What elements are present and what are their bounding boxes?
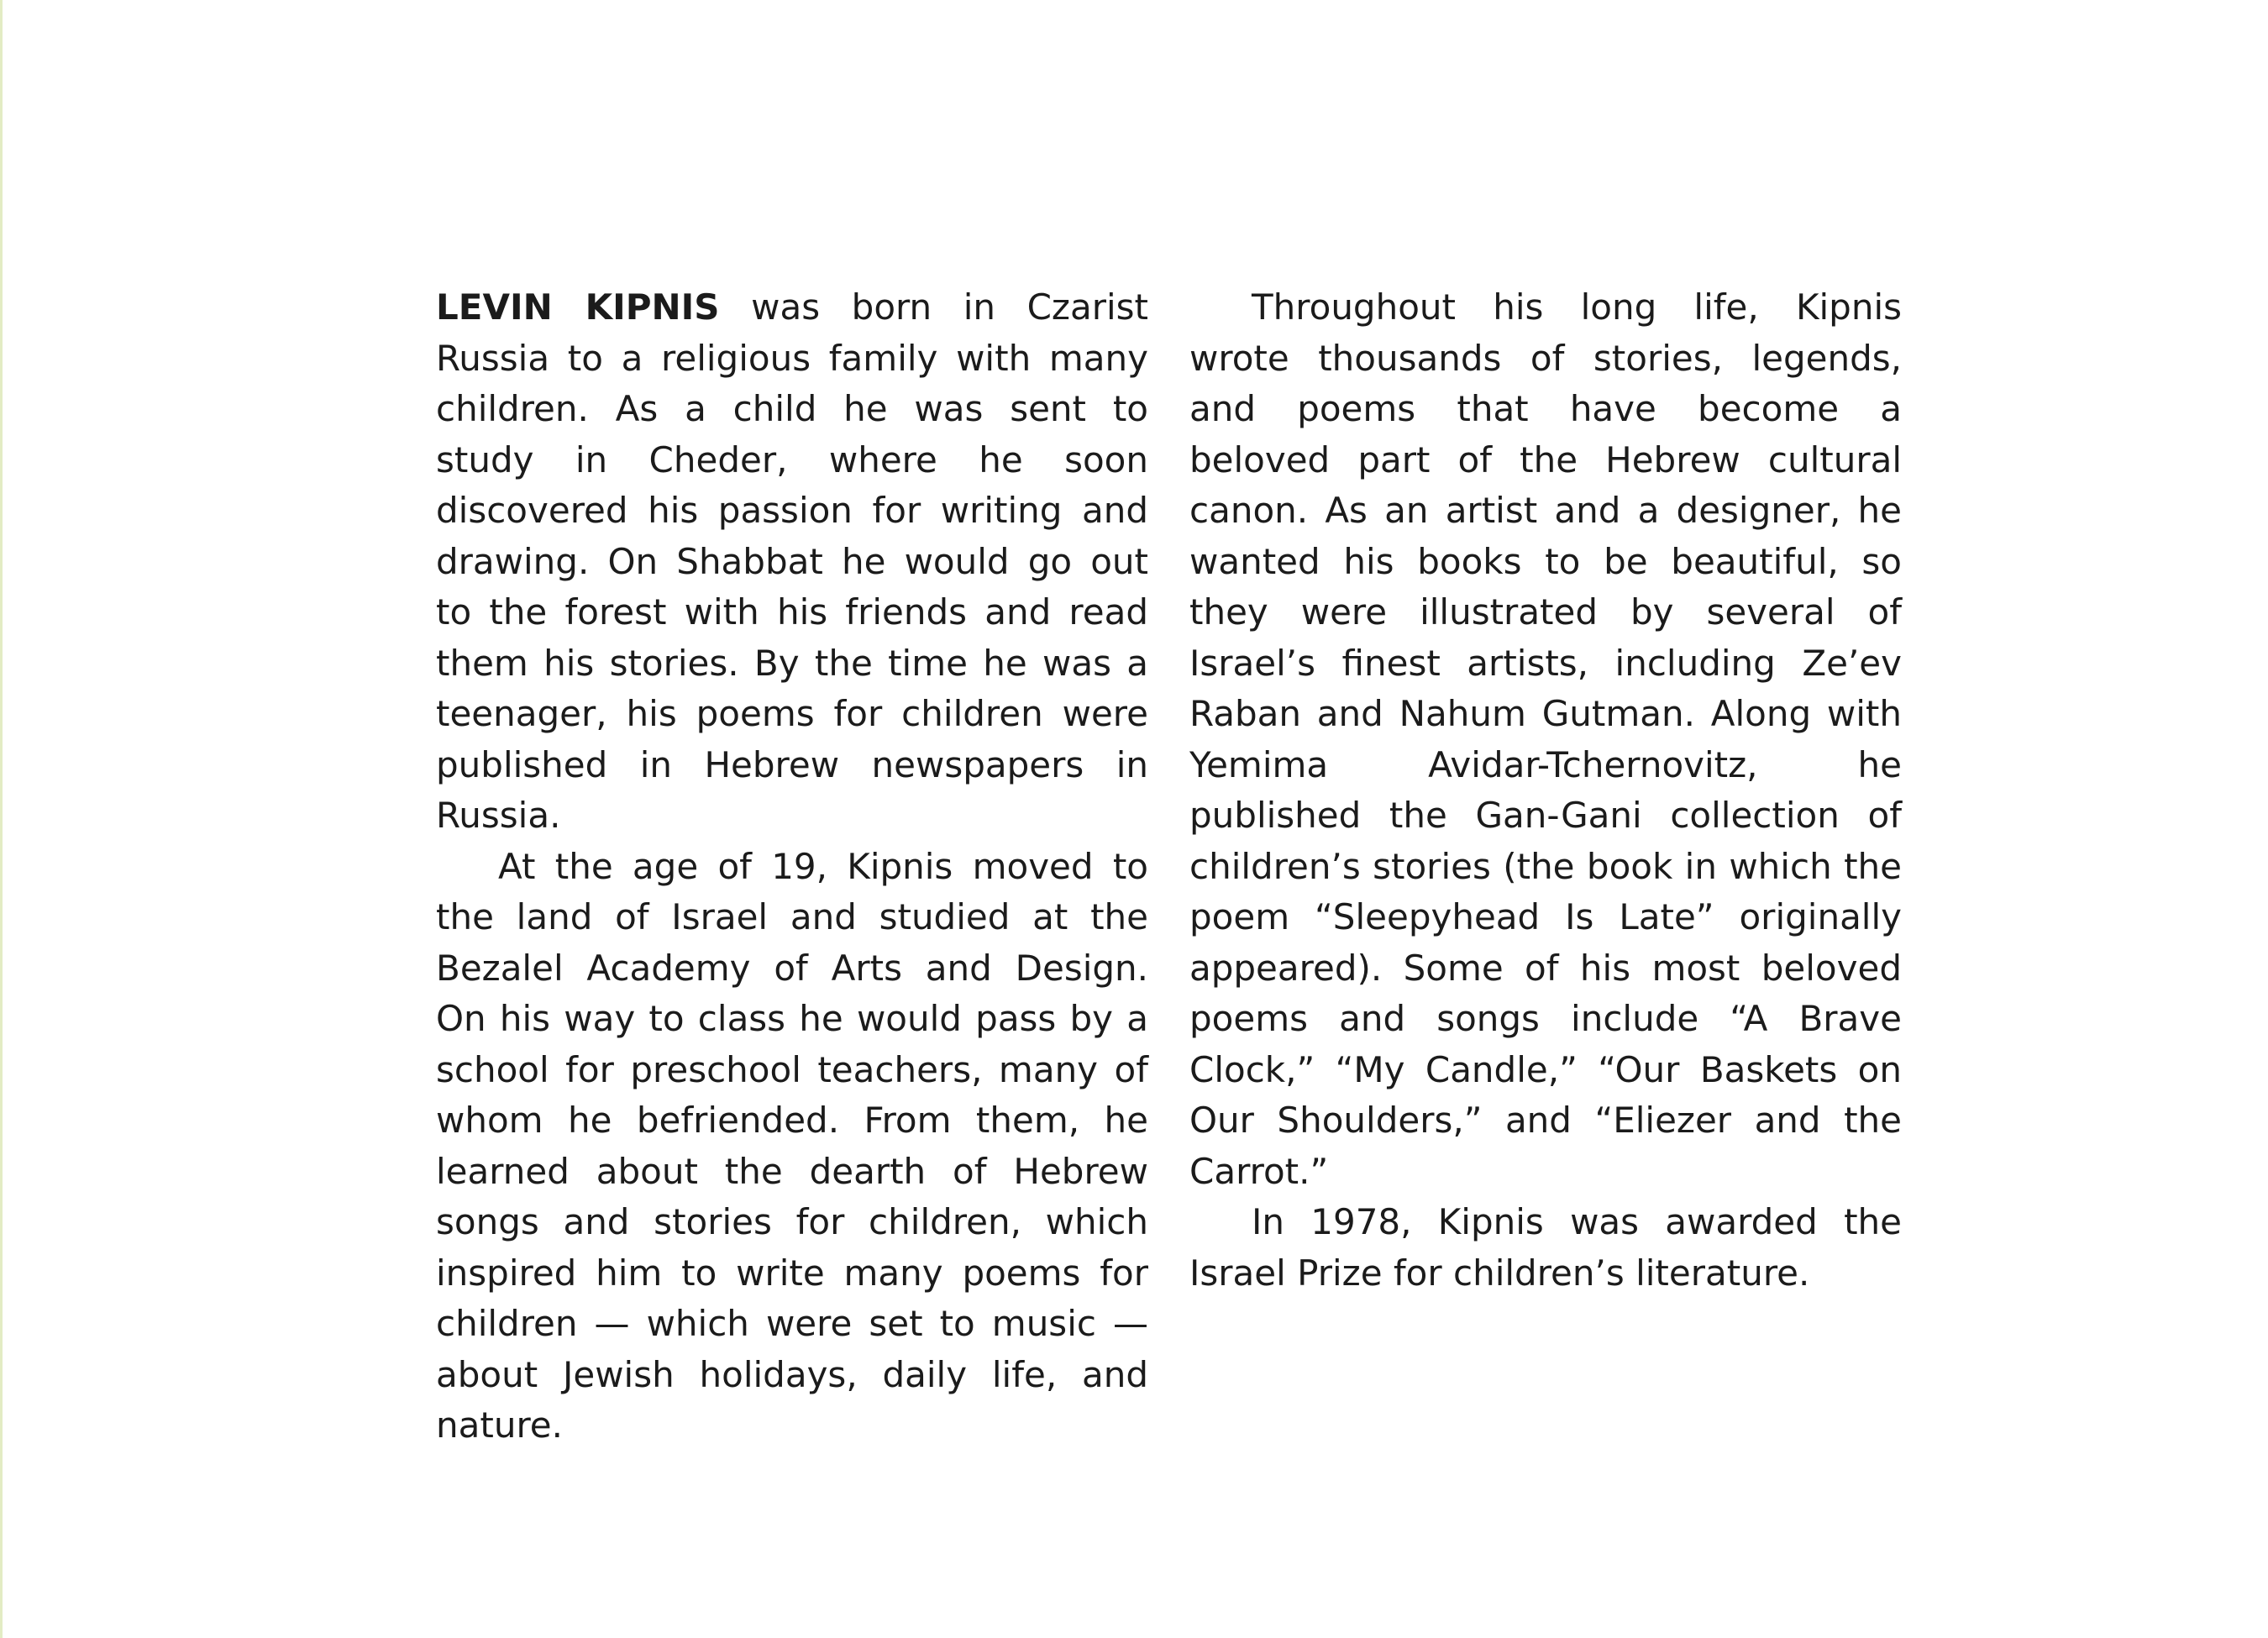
biography-paragraph-4: In 1978, Kipnis was awarded the Israel Prize for children’s literature. (1189, 1201, 1902, 1294)
right-text-column (1189, 282, 1902, 1299)
biography-paragraph-3: Throughout his long life, Kipnis wrote thousands of stories, legends, and poems that have become a beloved part of the Hebrew cultural canon. As an artist and a designer, he wanted his books to be beautiful, so they were illustrated by several of Israel’s finest artists, including Ze’ev Raban and Nahum Gutman. Along with Yemima Avidar-Tchernovitz, he published the Gan-Gani collection of children’s stories (the book in which the poem “Sleepyhead Is Late” originally appeared). Some of his most beloved poems and songs include “A Brave Clock,” “My Candle,” “Our Baskets on Our Shoulders,” and “Eliezer and the Carrot.” (1189, 286, 1902, 1192)
biography-paragraph-2: At the age of 19, Kipnis moved to the land of Israel and studied at the Bezalel Academy of Arts and Design. On his way to class he would pass by a school for preschool teachers, many of whom he befriended. From them, he learned about the dearth of Hebrew songs and stories for children, which inspired him to write many poems for children — which were set to music — about Jewish holidays, daily life, and nature. (436, 845, 1148, 1446)
author-name: LEVIN KIPNIS (436, 286, 720, 328)
biography-paragraph-1-text: was born in Czarist Russia to a religious family with many children. As a child he was sent to study in Cheder, where he soon discovered his passion for writing and drawing. On Shabbat he would go out to the forest with his friends and read them his stories. By the time he was a teenager, his poems for children were published in Hebrew newspapers in Russia. (436, 286, 1148, 836)
left-text-column (436, 282, 1148, 1452)
biography-paragraph-1 (436, 282, 1148, 842)
